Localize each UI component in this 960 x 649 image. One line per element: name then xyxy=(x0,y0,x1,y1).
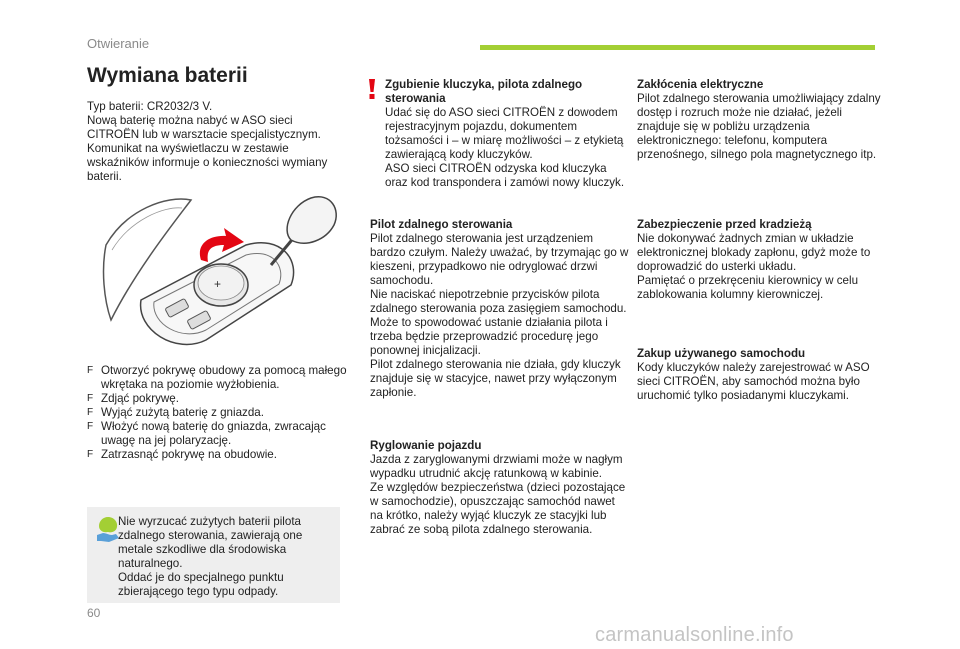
instruction-step xyxy=(87,448,347,462)
screwdriver-handle xyxy=(287,197,336,243)
page-number: 60 xyxy=(87,606,101,620)
instruction-step xyxy=(87,392,347,406)
eco-note-text: Nie wyrzucać zużytych baterii pilota zdalnego sterowania, zawierają one metale szkodliwe dla środowiska naturalnego. Oddać je do specjalnego punktu zbierającego tego typu odpady. xyxy=(118,515,303,598)
eco-note-box xyxy=(87,507,340,603)
battery-polarity-mark: + xyxy=(214,277,222,291)
section-heading: Ryglowanie pojazdu xyxy=(370,439,482,452)
section-remote-control xyxy=(370,218,630,400)
section-heading: Pilot zdalnego sterowania xyxy=(370,218,513,231)
page-title: Wymiana baterii xyxy=(87,64,248,87)
step-marker: F xyxy=(87,365,94,376)
section-locking xyxy=(370,439,630,537)
section-heading: Zabezpieczenie przed kradzieżą xyxy=(637,218,812,231)
section-text: Nie dokonywać żadnych zmian w układzie elektronicznej blokady zapłonu, gdyż może to doprowadzić do usterki układu. Pamiętać o przekręceniu kierownicy w celu zablokowania kolumny kierowniczej. xyxy=(637,232,871,301)
warning-exclamation-icon xyxy=(364,79,380,99)
intro-text: Typ baterii: CR2032/3 V. Nową baterię można nabyć w ASO sieci CITROËN lub w warsztacie specjalistycznym. Komunikat na wyświetlaczu w zestawie wskaźników informuje o konieczności wymiany baterii. xyxy=(87,100,328,183)
instruction-step xyxy=(87,406,347,420)
key-battery-replacement-illustration xyxy=(96,190,346,355)
step-marker: F xyxy=(87,393,94,404)
instruction-steps xyxy=(87,364,347,462)
step-text: Zdjąć pokrywę. xyxy=(101,392,179,405)
section-text: Udać się do ASO sieci CITROËN z dowodem rejestracyjnym pojazdu, dokumentem tożsamości i – w miarę możliwości – z etykietą zawierającą kody kluczyków. ASO sieci CITROËN odzyska kod kluczyka oraz kod transpondera i zamówi nowy kluczyk. xyxy=(385,106,625,189)
step-marker: F xyxy=(87,449,94,460)
section-text: Jazda z zaryglowanymi drzwiami może w nagłym wypadku utrudnić akcję ratunkową w kabinie. Ze względów bezpieczeństwa (dzieci pozostające w samochodzie), opuszczając samochód nawet na krótko, należy wyjąć kluczyk ze stacyjki lub zabrać ze sobą pilota zdalnego sterowania. xyxy=(370,453,626,536)
step-marker: F xyxy=(87,407,94,418)
section-text: Pilot zdalnego sterowania umożliwiający zdalny dostęp i rozruch może nie działać, jeżeli znajduje się w pobliżu urządzenia elektronicznego: telefonu, komputera przenośnego, silnego pola magnetycznego itp. xyxy=(637,92,881,161)
section-heading: Zgubienie kluczyka, pilota zdalnego sterowania xyxy=(385,78,583,105)
section-heading: Zakłócenia elektryczne xyxy=(637,78,764,91)
section-interference xyxy=(637,78,887,162)
section-used-vehicle xyxy=(637,347,887,403)
step-text: Włożyć nową baterię do gniazda, zwracając uwagę na jej polaryzację. xyxy=(101,420,326,447)
section-lost-key xyxy=(385,78,630,190)
section-header-label: Otwieranie xyxy=(87,36,150,51)
section-text: Kody kluczyków należy zarejestrować w ASO sieci CITROËN, aby samochód można było uruchomić tylko posiadanymi kluczykami. xyxy=(637,361,870,402)
instruction-step xyxy=(87,420,347,448)
instruction-step xyxy=(87,364,347,392)
section-header-bar xyxy=(480,45,875,50)
section-heading: Zakup używanego samochodu xyxy=(637,347,806,360)
watermark: carmanualsonline.info xyxy=(595,624,794,646)
step-text: Otworzyć pokrywę obudowy za pomocą małego wkrętaka na poziomie wyżłobienia. xyxy=(101,364,347,391)
section-anti-theft xyxy=(637,218,889,302)
section-text: Pilot zdalnego sterowania jest urządzeniem bardzo czułym. Należy uważać, by trzymając go w kieszeni, przypadkowo nie odryglować drzwi samochodu. Nie naciskać niepotrzebnie przycisków pilota zdalnego sterowania poza zasięgiem samochodu. Może to spowodować ustanie działania pilota i trzeba będzie przeprowadzić procedurę jego ponownej inicjalizacji. Pilot zdalnego sterowania nie działa, gdy kluczyk znajduje się w stacyjce, nawet przy wyłączonym zapłonie. xyxy=(370,232,629,399)
step-marker: F xyxy=(87,421,94,432)
step-text: Zatrzasnąć pokrywę na obudowie. xyxy=(101,448,277,461)
step-text: Wyjąć zużytą baterię z gniazda. xyxy=(101,406,264,419)
